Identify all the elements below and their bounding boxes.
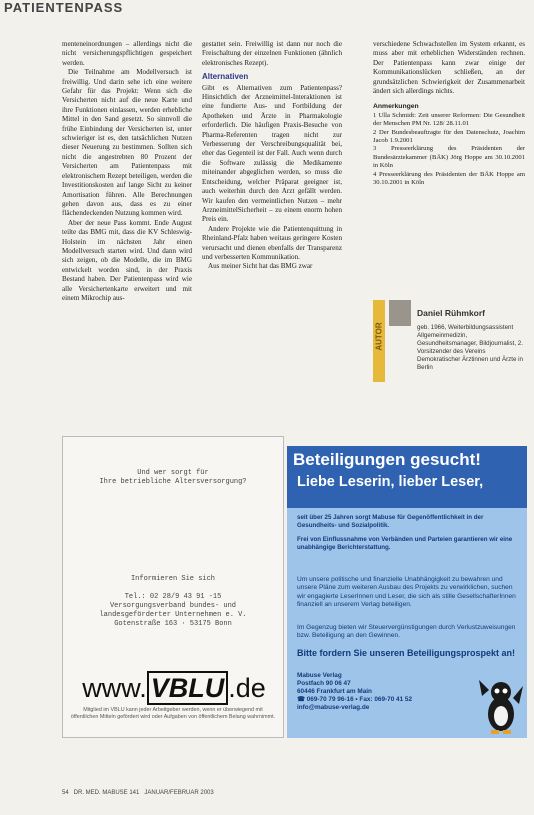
ad-text: Im Gegenzug bieten wir Steuervergünstigungen durch Verlustzuweisungen bzw. Beteiligung an den Gewinnen. — [297, 624, 516, 640]
page-footer: 54 DR. MED. MABUSE 141 JANUAR/FEBRUAR 2003 — [62, 790, 214, 796]
paragraph: Die Teilnahme am Modellversuch ist freiwillig. Und darin sehe ich eine weitere Gefahr für das Projekt: Wenn sich die Versicherten nicht auf die neue Karte und ihre Funktionen einlassen, werden erhebliche Mittel in den Sand gesetzt. So sinnvoll die frühe Einbindung der Versicherten ist, unter schwieriger ist es, den tatsächlichen Nutzen dieser Neuerung zu bestimmen. Sollten sich nicht die angestrebten 80 Prozent der Versicherten am Patientenpass mit elektronischem Rezept beteiligen, werden die Investitionskosten auf lange Sicht zu keiner Amortisation führen. Alle Berechnungen gehen davon aus, dass es zu einer flächendeckenden Nutzung kommen wird. — [62, 68, 192, 218]
paragraph: verschiedene Schwachstellen im System erkannt, es muss aber mit erheblichen Widerständen rechnen. Der Patientenpass kann zwar einige der Kommunikationslücken schließen, an der grundsätzlichen Schwierigkeit der Zusammenarbeit ändert sich allerdings nichts. — [373, 40, 525, 96]
ad-subheadline: Liebe Leserin, lieber Leser, — [297, 474, 484, 490]
author-tag-label: AUTOR — [374, 322, 384, 351]
ad-contact: Informieren Sie sich Tel.: 02 28/9 43 91 -15 Versorgungsverband bundes- und landesgeförderter Unternehmen e. V. Gotenstraße 163 · 53175 Bonn — [99, 575, 247, 628]
ad-banner — [287, 446, 527, 508]
ad-headline: Und wer sorgt für Ihre betriebliche Altersversorgung? — [99, 469, 247, 486]
paragraph: Andere Projekte wie die Patientenquittung in Rheinland-Pfalz haben weitaus geringere Kosten verursacht und dienen ebenfalls der Transparenz und verbesserten Kommunikation. — [202, 224, 342, 261]
ad-url[interactable] — [65, 673, 283, 704]
author-name: Daniel Rühmkorf — [417, 308, 486, 318]
author-tag — [373, 300, 385, 382]
author-bio: geb. 1966, Weiterbildungsassistent Allgemeinmedizin, Gesundheitsmanager, Bildjournalist, 2. Vorsitzender des Vereins Demokratischer Ärztinnen und Ärzte in Berlin — [417, 324, 523, 371]
paragraph: gestattet sein. Freiwillig ist dann nur noch die Freischaltung der einzelnen Funktionen (ähnlich elektronisches Rezept). — [202, 40, 342, 67]
section-heading: Alternativen — [202, 72, 249, 82]
author-photo — [389, 300, 411, 326]
cartoon-figure-icon — [477, 676, 523, 736]
url-prefix: www. — [82, 673, 147, 703]
text-column-1 — [62, 40, 192, 303]
ad-call-to-action: Bitte fordern Sie unseren Beteiligungsprospekt an! — [297, 648, 516, 658]
paragraph: Aus meiner Sicht hat das BMG zwar — [208, 262, 313, 271]
paragraph: Gibt es Alternativen zum Patientenpass? Hinsichtlich der Arzneimittel-Interaktionen ist eine fundierte Aus- und Fortbildung der Apotheken und Ärzte in Pharmakologie erforderlich. Die häufigen Praxis-Besuche von Pharma-Referenten tragen nicht zur Verbesserung der Verschreibungsqualität bei, eher das Gegenteil ist der Fall. Auch wenn durch die Software zulässig die Medikamente miteinander abgeglichen werden, so muss die Entscheidung, welcher Präparat geeigner ist, auch weiterhin durch den Arzt gefällt werden. Wir kaufen den vermeintlichen Nutzen – mehr ArzneimittelSicherheit – zu einem enorm hohen Preis ein. — [202, 83, 342, 224]
paragraph: menteneinordnungen – allerdings nicht die nicht versicherungspflichtigen gespeichert werden. — [62, 40, 192, 67]
ad-text: seit über 25 Jahren sorgt Mabuse für Gegenöffentlichkeit in der Gesundheits- und Sozialpolitik. — [297, 514, 484, 529]
footnote: 3 Presseerklärung des Präsidenten der Bundesärztekammer (BÄK) Jörg Hoppe am 30.10.2001 in Köln — [373, 145, 525, 170]
ad-text: Um unsere politische und finanzielle Unabhängigkeit zu bewahren und unsere Pläne zum weiteren Ausbau des Projekts zu verwirklichen, suchen wir engagierte LeserInnen und Leser, die sich als stille GesellschafterInnen finanziell an unserem Verlag beteiligen. — [297, 576, 516, 609]
footnote: 4 Presseerklärung des Präsidenten der BÄK Hoppe am 30.10.2001 in Köln — [373, 170, 525, 187]
page-header: PATIENTENPASS — [4, 0, 124, 15]
footnote: 2 Der Bundesbeauftragte für den Datenschutz, Joachim Jacob 1.9.2001 — [373, 128, 525, 145]
vblu-advertisement — [62, 436, 284, 738]
mabuse-advertisement — [287, 446, 527, 738]
url-suffix: .de — [228, 673, 266, 703]
text-column-2 — [202, 40, 342, 272]
ad-fineprint: Mitglied im VBLU kann jeder Arbeitgeber werden, wenn er überwiegend mit öffentlichen Mitteln gefördert wird oder Aufgaben von öffentlichem Belang wahrnimmt. — [70, 707, 276, 720]
paragraph: Aber der neue Pass kommt. Ende August teilte das BMG mit, dass die KV Schleswig-Holstein im nächsten Jahr einen Modellversuch starten wird. Und dann wird sich zeigen, ob die Modelle, die im BMG entwickelt worden sind, in der Praxis Bestand haben. Der Patientenpass wird wie alle Versichertenkarte erweitert und mit einem Mikrochip aus- — [62, 218, 192, 302]
notes-heading: Anmerkungen — [373, 103, 419, 111]
ad-headline: Beteiligungen gesucht! — [293, 450, 481, 469]
vblu-logo: VBLU — [147, 671, 229, 705]
footnote: 1 Ulla Schmidt: Zeit unserer Reformen: Die Gesundheit der Menschen PM Nr. 128/ 28.11.01 — [373, 111, 525, 128]
author-box — [373, 300, 528, 382]
ad-address: Mabuse Verlag Postfach 90 06 47 60446 Frankfurt am Main ☎ 069-70 79 96-16 • Fax: 069-70 41 52 info@mabuse-verlag.de — [297, 672, 413, 711]
text-column-3 — [373, 40, 525, 188]
ad-text: Frei von Einflussnahme von Verbänden und Parteien garantieren wir eine unabhängige Berichterstattung. — [297, 536, 513, 551]
